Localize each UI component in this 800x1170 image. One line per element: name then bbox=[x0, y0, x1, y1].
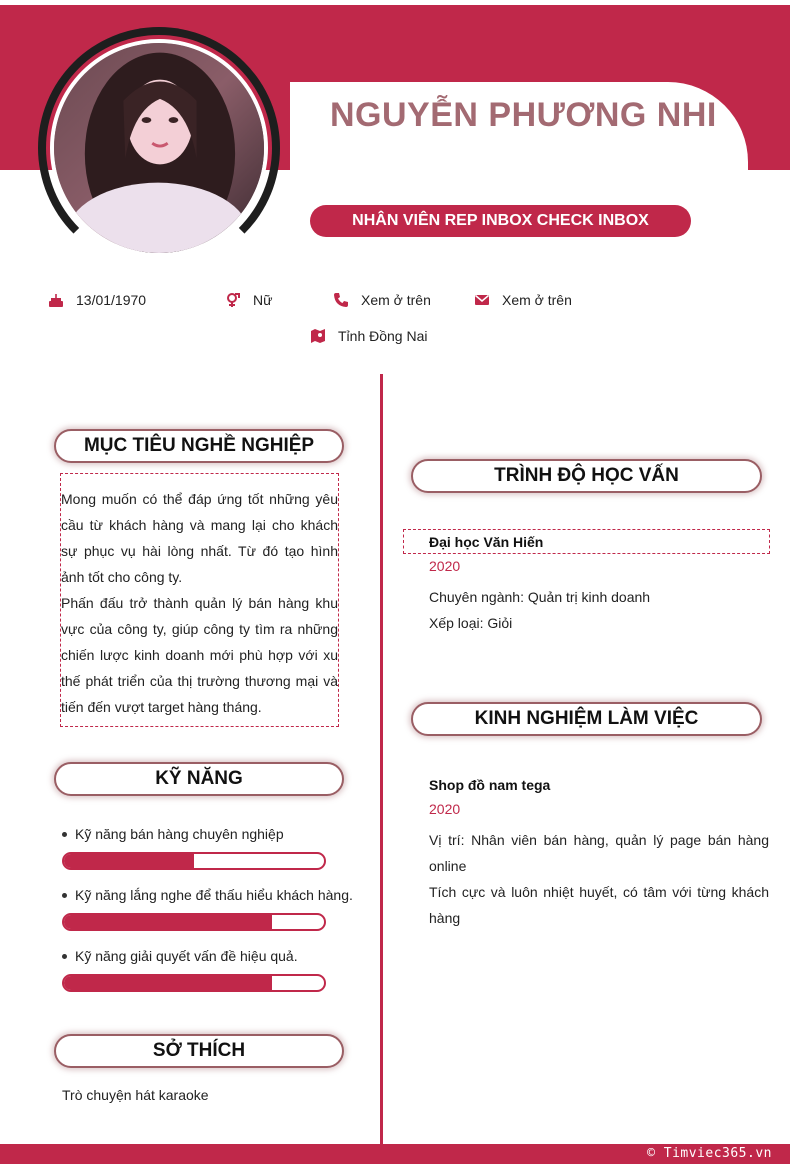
hobby-text: Trò chuyện hát karaoke bbox=[62, 1087, 209, 1103]
info-gender bbox=[225, 290, 272, 310]
cake-icon bbox=[48, 292, 64, 308]
skill-bar bbox=[62, 852, 326, 870]
birthday-value: 13/01/1970 bbox=[76, 292, 147, 308]
skill-bar-fill bbox=[64, 976, 272, 990]
skill-bar-fill bbox=[64, 915, 272, 929]
skill-label: Kỹ năng giải quyết vấn đề hiệu quả. bbox=[75, 948, 298, 964]
education-major: Chuyên ngành: Quản trị kinh doanh bbox=[429, 589, 651, 605]
info-birthday bbox=[48, 290, 146, 310]
skill-item bbox=[62, 885, 362, 905]
section-title-hobbies: SỞ THÍCH bbox=[54, 1034, 344, 1068]
phone-value: Xem ở trên bbox=[361, 292, 431, 308]
job-title: NHÂN VIÊN REP INBOX CHECK INBOX bbox=[310, 205, 691, 237]
skill-bar-fill bbox=[64, 854, 194, 868]
education-year: 2020 bbox=[429, 558, 461, 574]
email-value: Xem ở trên bbox=[502, 292, 572, 308]
gender-value: Nữ bbox=[253, 292, 273, 308]
experience-company: Shop đồ nam tega bbox=[429, 777, 551, 793]
experience-position: Vị trí: Nhân viên bán hàng, quản lý page bán hàng online bbox=[429, 832, 769, 874]
section-title-objective: MỤC TIÊU NGHỀ NGHIỆP bbox=[54, 429, 344, 463]
skill-label: Kỹ năng bán hàng chuyên nghiệp bbox=[75, 826, 284, 842]
education-school: Đại học Văn Hiến bbox=[429, 534, 544, 550]
bullet-icon bbox=[62, 832, 67, 837]
footer-watermark: © Timviec365.vn bbox=[647, 1146, 772, 1161]
avatar-photo bbox=[54, 43, 264, 253]
info-email bbox=[474, 290, 572, 310]
education-grade: Xếp loại: Giỏi bbox=[429, 615, 513, 631]
column-divider bbox=[380, 374, 383, 1144]
footer-band bbox=[0, 1144, 790, 1164]
skill-bar bbox=[62, 913, 326, 931]
map-icon bbox=[310, 328, 326, 344]
experience-year: 2020 bbox=[429, 801, 461, 817]
bullet-icon bbox=[62, 893, 67, 898]
skill-label: Kỹ năng lắng nghe để thấu hiểu khách hàng. bbox=[75, 887, 353, 903]
info-address bbox=[310, 326, 428, 346]
skill-item bbox=[62, 824, 362, 844]
skill-item bbox=[62, 946, 362, 966]
objective-paragraph-2: Phấn đấu trở thành quản lý bán hàng khu vực của công ty, giúp công ty tìm ra những chiến lược kinh doanh mới phù hợp với xu thế phát triển của thị trường thương mại và tiến đến vượt target hàng tháng. bbox=[61, 595, 338, 715]
objective-box bbox=[60, 473, 339, 727]
section-title-education: TRÌNH ĐỘ HỌC VẤN bbox=[411, 459, 762, 493]
objective-paragraph-1: Mong muốn có thể đáp ứng tốt những yêu cầu từ khách hàng và mang lại cho khách sự phục vụ hài lòng nhất. Từ đó tạo hình ảnh tốt cho công ty. bbox=[61, 491, 338, 585]
avatar bbox=[50, 39, 268, 257]
skill-bar bbox=[62, 974, 326, 992]
experience-description: Tích cực và luôn nhiệt huyết, có tâm với từng khách hàng bbox=[429, 884, 769, 926]
info-phone bbox=[333, 290, 431, 310]
candidate-name: NGUYỄN PHƯƠNG NHI bbox=[330, 96, 717, 134]
section-title-experience: KINH NGHIỆM LÀM VIỆC bbox=[411, 702, 762, 736]
mail-icon bbox=[474, 292, 490, 308]
section-title-skills: KỸ NĂNG bbox=[54, 762, 344, 796]
phone-icon bbox=[333, 292, 349, 308]
address-value: Tỉnh Đồng Nai bbox=[338, 328, 428, 344]
bullet-icon bbox=[62, 954, 67, 959]
gender-icon bbox=[225, 292, 241, 308]
